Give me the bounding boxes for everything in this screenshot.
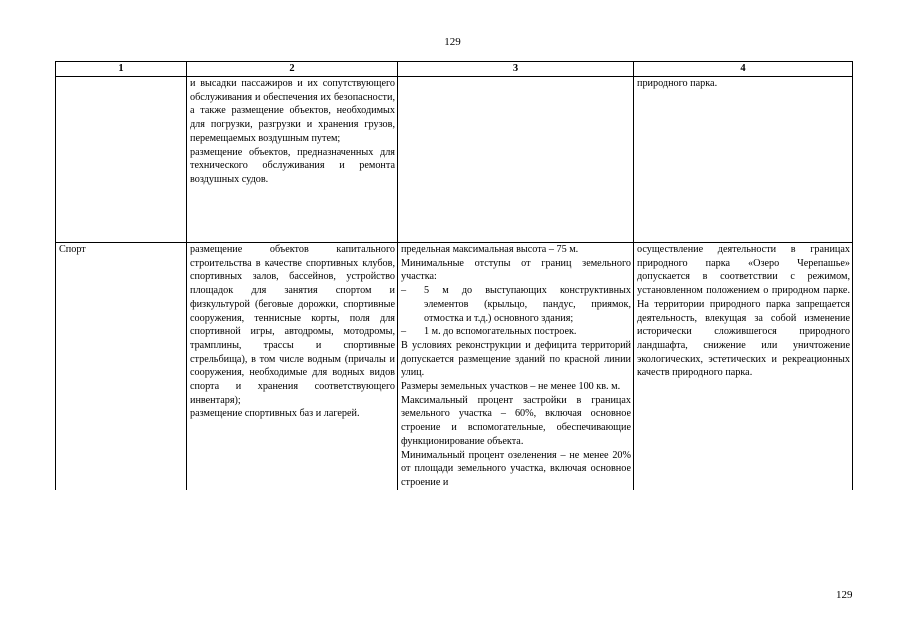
parameter-paragraph: Размеры земельных участков – не менее 100 кв. м. [401,381,621,393]
parameter-paragraph: Минимальные отступы от границ земельного участка: [401,257,631,283]
parameter-paragraph: В условиях реконструкции и дефицита территорий допускается размещение зданий по красной линии улиц. [401,339,631,379]
cell-parameters [398,243,634,490]
parameter-paragraph: Минимальный процент озеленения – не менее 20% от площади земельного участка, включая основное строение и [401,449,631,488]
table-row-continuation [56,77,853,243]
list-item: – 5 м до выступающих конструктивных элементов (крыльцо, пандус, приямок, отмостка и т.д.) основного здания; [401,284,631,325]
column-header-4: 4 [634,62,853,77]
parameter-paragraph: предельная максимальная высота – 75 м. [401,244,579,255]
column-header-2: 2 [187,62,398,77]
setback-list [401,284,631,339]
column-header-1: 1 [56,62,187,77]
permitted-use-paragraph: размещение спортивных баз и лагерей. [190,408,360,420]
list-item: – 1 м. до вспомогательных построек. [401,325,631,339]
cell-use-type [56,77,187,243]
column-header-3: 3 [398,62,634,77]
table-header-row [56,62,853,77]
parameter-paragraph: Максимальный процент застройки в границах земельного участка – 60%, включая основное строение и вспомогательные, обеспечивающие функционирование объекта. [401,394,631,447]
cell-restrictions: осуществление деятельности в границах природного парка «Озеро Черепашье» допускается в соответствии с режимом, установленном положением о природном парке. На территории природного парка запрещается деятельность, влекущая за собой изменение исторически сложившегося природного ландшафта, снижение или уничтожение экологических, эстетических и рекреационных качеств природного парка. [634,243,853,490]
permitted-use-paragraph: размещение объектов капитального строительства в качестве спортивных клубов, спортивных залов, бассейнов, устройство площадок для занятия спортом и физкультурой (беговые дорожки, спортивные сооружения, теннисные корты, поля для спортивной игры, автодромы, мотодромы, трамплины, трассы и спортивные стрельбища), в том числе водным (причалы и сооружения, необходимые для водных видов спорта и хранения соответствующего инвентаря); [190,244,395,406]
cell-permitted-use [187,243,398,490]
table-row-sport [56,243,853,490]
cell-restrictions: природного парка. [634,77,853,243]
cell-parameters [398,77,634,243]
cell-permitted-use [187,77,398,243]
regulations-table [55,61,853,490]
permitted-use-paragraph: размещение объектов, предназначенных для технического обслуживания и ремонта воздушных судов. [190,146,395,185]
page-number-top: 129 [444,36,461,48]
permitted-use-paragraph: и высадки пассажиров и их сопутствующего обслуживания и обеспечения их безопасности, а также размещение объектов, необходимых для погрузки, разгрузки и хранения грузов, перемещаемых воздушным путем; [190,78,395,144]
cell-use-type: Спорт [56,243,187,490]
page-number-bottom: 129 [836,589,853,601]
